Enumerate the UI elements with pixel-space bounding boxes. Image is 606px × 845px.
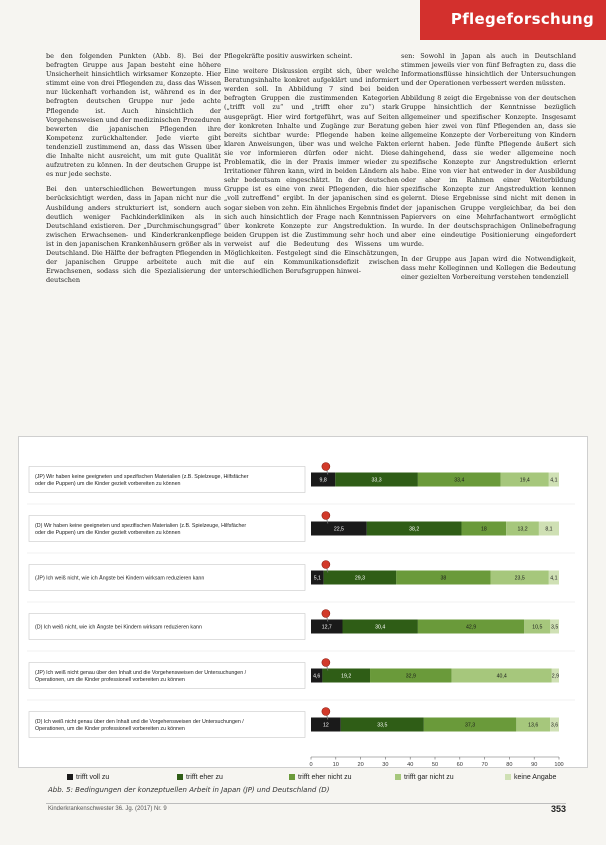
bar-value-label: 33,3	[371, 477, 382, 484]
x-tick-label: 80	[506, 762, 513, 768]
text-column-2	[224, 52, 399, 282]
bar-value-label: 10,5	[532, 624, 543, 631]
legend-swatch	[505, 774, 511, 780]
x-tick-label: 0	[309, 762, 313, 768]
category-label: (D) Ich weiß nicht genau über den Inhalt und die Vorgehensweisen der Untersuchungen /	[35, 718, 244, 725]
bar-value-label: 22,5	[333, 526, 344, 533]
legend-label: trifft gar nicht zu	[404, 774, 454, 781]
bar-value-label: 3,6	[550, 722, 559, 729]
x-tick-label: 20	[357, 762, 364, 768]
bar-value-label: 33,5	[377, 722, 388, 729]
paragraph: Bei den unterschiedlichen Bewertungen muss berücksichtigt werden, dass in Japan nicht nur die Ausbildung anders strukturiert ist, sondern auch deutlich weniger Fachkinderkliniken als in Deutschland existieren. Der „Durchmischungsgrad“ zwischen Erwachsenen- und Kinderkrankenpflege ist in den japanischen Krankenhäusern größer als in Deutschland. Die Hälfte der befragten Pflegenden in der japanischen Gruppe arbeitete auch mit Erwachsenen, sodass sich die Spezialisierung der deutschen	[46, 185, 221, 285]
chart-frame	[18, 436, 588, 781]
x-tick-label: 100	[554, 762, 564, 768]
legend-label: trifft voll zu	[76, 774, 110, 781]
bar-value-label: 5,1	[313, 575, 321, 582]
category-label: Operationen, um die Kinder professionell vorbereiten zu können	[35, 677, 185, 684]
bar-value-label: 9,8	[319, 477, 327, 484]
paragraph: Eine weitere Diskussion ergibt sich, über welche Beratungsinhalte konkret aufgeklärt und informiert werden soll. In Abbildung 7 sind bei beiden befragten Gruppen die zustimmenden Kategorien („trifft voll zu“ und „trifft eher zu“) stark ausgeprägt. Hier wird fortgeführt, was auf Seiten der konkreten Inhalte und Zugänge zur Beratung bereits sichtbar wurde: Pflegende haben keine klaren Anweisungen, über was und welche Fakten sie vor informieren dürfen oder nicht. Diese Problematik, die in der Praxis immer wieder zu Irritationer führen kann, wird in beiden Ländern als sehr bedeutsam eingeschätzt. In der deutschen Gruppe ist es eine von zwei Pflegenden, die hier „voll zutreffend“ ergibt. In der japanischen sind es sogar sieben von zehn. Ein ähnliches Ergebnis findet sich auch hinsichtlich der Frage nach Kenntnissen über konkrete Konzepte zur Angstreduktion. In beiden Gruppen ist die Zustimmung sehr hoch und verweist auf die Bedeutung des Wissens um Möglichkeiten. Festgelegt sind die Einschätzungen, die auf ein Kommunikationsdefizit zwischen unterschiedlichen Berufsgruppen hinwei-	[224, 67, 399, 276]
header-band	[420, 0, 606, 40]
bar-value-label: 4,1	[550, 477, 558, 484]
x-tick-label: 40	[407, 762, 414, 768]
category-label: Operationen, um die Kinder professionell vorbereiten zu können	[35, 726, 185, 733]
pushpin-icon	[322, 561, 330, 569]
legend-label: trifft eher zu	[186, 774, 223, 781]
stacked-bar-chart	[19, 437, 587, 781]
bar-value-label: 13,2	[517, 526, 528, 533]
category-label: (JP) Ich weiß nicht genau über den Inhalt und die Vorgehensweisen der Untersuchungen /	[35, 669, 247, 676]
paragraph: be den folgenden Punkten (Abb. 8). Bei der befragten Gruppe aus Japan besteht eine höhere Unsicherheit hinsichtlich wirksamer Konzepte. Hier stimmt eine von drei Pflegenden zu, dass das Wissen nur lückenhaft vorhanden ist, während es in der befragten deutschen Gruppe nur jede achte Pflegende ist. Auch hinsichtlich der Vorgehensweisen und der medizinischen Prozeduren bewerten die japanischen Pflegenden ihre Kompetenz zurückhaltender. Jede vierte gibt tendenziell zustimmend an, dass das Wissen über die Inhalte nicht ausreicht, um mit gute Qualität aufzutreten zu können. In der deutschen Gruppe ist es nur jede sechste.	[46, 52, 221, 179]
footer-journal: Kinderkrankenschwester 36. Jg. (2017) Nr. 9	[48, 806, 167, 812]
x-tick-label: 10	[332, 762, 339, 768]
category-label: (D) Wir haben keine geeigneten und spezifischen Materialien (z.B. Spielzeuge, Hilfsfächer	[35, 522, 247, 529]
pushpin-icon	[322, 659, 330, 667]
category-label: oder die Puppen) um die Kinder gezielt vorbereiten zu können	[35, 530, 181, 537]
bar-value-label: 4,6	[313, 673, 321, 680]
pushpin-icon	[322, 512, 330, 520]
pushpin-icon	[322, 610, 330, 618]
pushpin-icon	[322, 463, 330, 471]
paragraph: sen: Sowohl in Japan als auch in Deutschland stimmen jeweils vier von fünf Befragten zu, dass die Informationsflüsse hinsichtlich der Untersuchungen und der Operationen verbessert werden müssten.	[401, 52, 576, 88]
bar-value-label: 38,2	[409, 526, 420, 533]
page-number: 353	[550, 804, 566, 814]
bar-value-label: 18	[480, 526, 487, 533]
x-tick-label: 30	[382, 762, 389, 768]
bar-value-label: 32,9	[405, 673, 416, 680]
bar-value-label: 8,1	[545, 526, 553, 533]
bar-value-label: 37,3	[465, 722, 476, 729]
bar-value-label: 23,5	[514, 575, 525, 582]
legend-label: trifft eher nicht zu	[298, 774, 352, 781]
category-label: (JP) Wir haben keine geeigneten und spezifischen Materialien (z.B. Spielzeuge, Hilfsfächer	[35, 473, 249, 480]
category-label: oder die Puppen) um die Kinder gezielt vorbereiten zu können	[35, 481, 181, 488]
paragraph: In der Gruppe aus Japan wird die Notwendigkeit, dass mehr Kolleginnen und Kollegen die Bedeutung einer gezielten Vorbereitung verstehen tendenziell	[401, 254, 576, 282]
bar-value-label: 29,3	[354, 575, 366, 582]
text-column-3	[401, 52, 576, 288]
pushpin-icon	[322, 708, 330, 716]
category-label: (JP) Ich weiß nicht, wie ich Ängste bei Kindern wirksam reduzieren kann	[35, 575, 205, 582]
legend-swatch	[67, 774, 73, 780]
legend-swatch	[177, 774, 183, 780]
category-label: (D) Ich weiß nicht, wie ich Ängste bei Kindern wirksam reduzieren kann	[35, 624, 202, 631]
bar-value-label: 38	[440, 575, 447, 582]
paragraph: Pflegekräfte positiv auswirken scheint.	[224, 52, 353, 60]
bar-value-label: 12	[322, 722, 329, 729]
x-tick-label: 70	[481, 762, 488, 768]
bar-value-label: 33,4	[454, 477, 465, 484]
bar-value-label: 3,5	[551, 624, 559, 631]
bar-value-label: 40,4	[496, 673, 507, 680]
section-title: Pflegeforschung	[450, 10, 594, 28]
bar-value-label: 30,4	[375, 624, 386, 631]
bar-value-label: 12,7	[321, 624, 332, 631]
legend-swatch	[395, 774, 401, 780]
bar-value-label: 19,4	[519, 477, 530, 484]
bar-value-label: 2,9	[551, 673, 560, 680]
x-tick-label: 90	[531, 762, 538, 768]
bar-value-label: 4,1	[550, 575, 558, 582]
legend-swatch	[289, 774, 295, 780]
x-tick-label: 50	[431, 762, 439, 768]
bar-value-label: 13,6	[528, 722, 539, 729]
x-tick-label: 60	[456, 762, 463, 768]
paragraph: Abbildung 8 zeigt die Ergebnisse von der deutschen Gruppe hinsichtlich der Kenntnisse bezüglich allgemeiner und spezifischer Konzepte. Insgesamt geben hier zwei von fünf Pflegenden an, dass sie allgemeine Konzepte der Vorbereitung von Kindern erlernt haben. Jede fünfte Pflegende äußert sich dahingehend, dass sie weder allgemeine noch spezifische Konzepte zur Angstreduktion erlernt habe. Eine von vier hat entweder in der Ausbildung oder aber im Rahmen einer Weiterbildung spezifische Konzepte zur Angstreduktion kennen gelernt. Diese Ergebnisse sind nicht mit denen in der japanischen Gruppe vergleichbar, da bei den Papiervers on eine Mehrfachantwort ermöglicht wurde. In der deutschsprachigen Onlinebefragung aber eine eindeutige Positionierung eingefordert wurde.	[401, 94, 576, 248]
footer-divider	[46, 803, 566, 804]
figure-caption: Abb. 5: Bedingungen der konzeptuellen Arbeit in Japan (JP) und Deutschland (D)	[48, 786, 330, 794]
bar-value-label: 19,2	[341, 673, 352, 680]
legend-label: keine Angabe	[514, 774, 557, 781]
text-column-1	[46, 52, 221, 291]
bar-value-label: 42,9	[466, 624, 477, 631]
